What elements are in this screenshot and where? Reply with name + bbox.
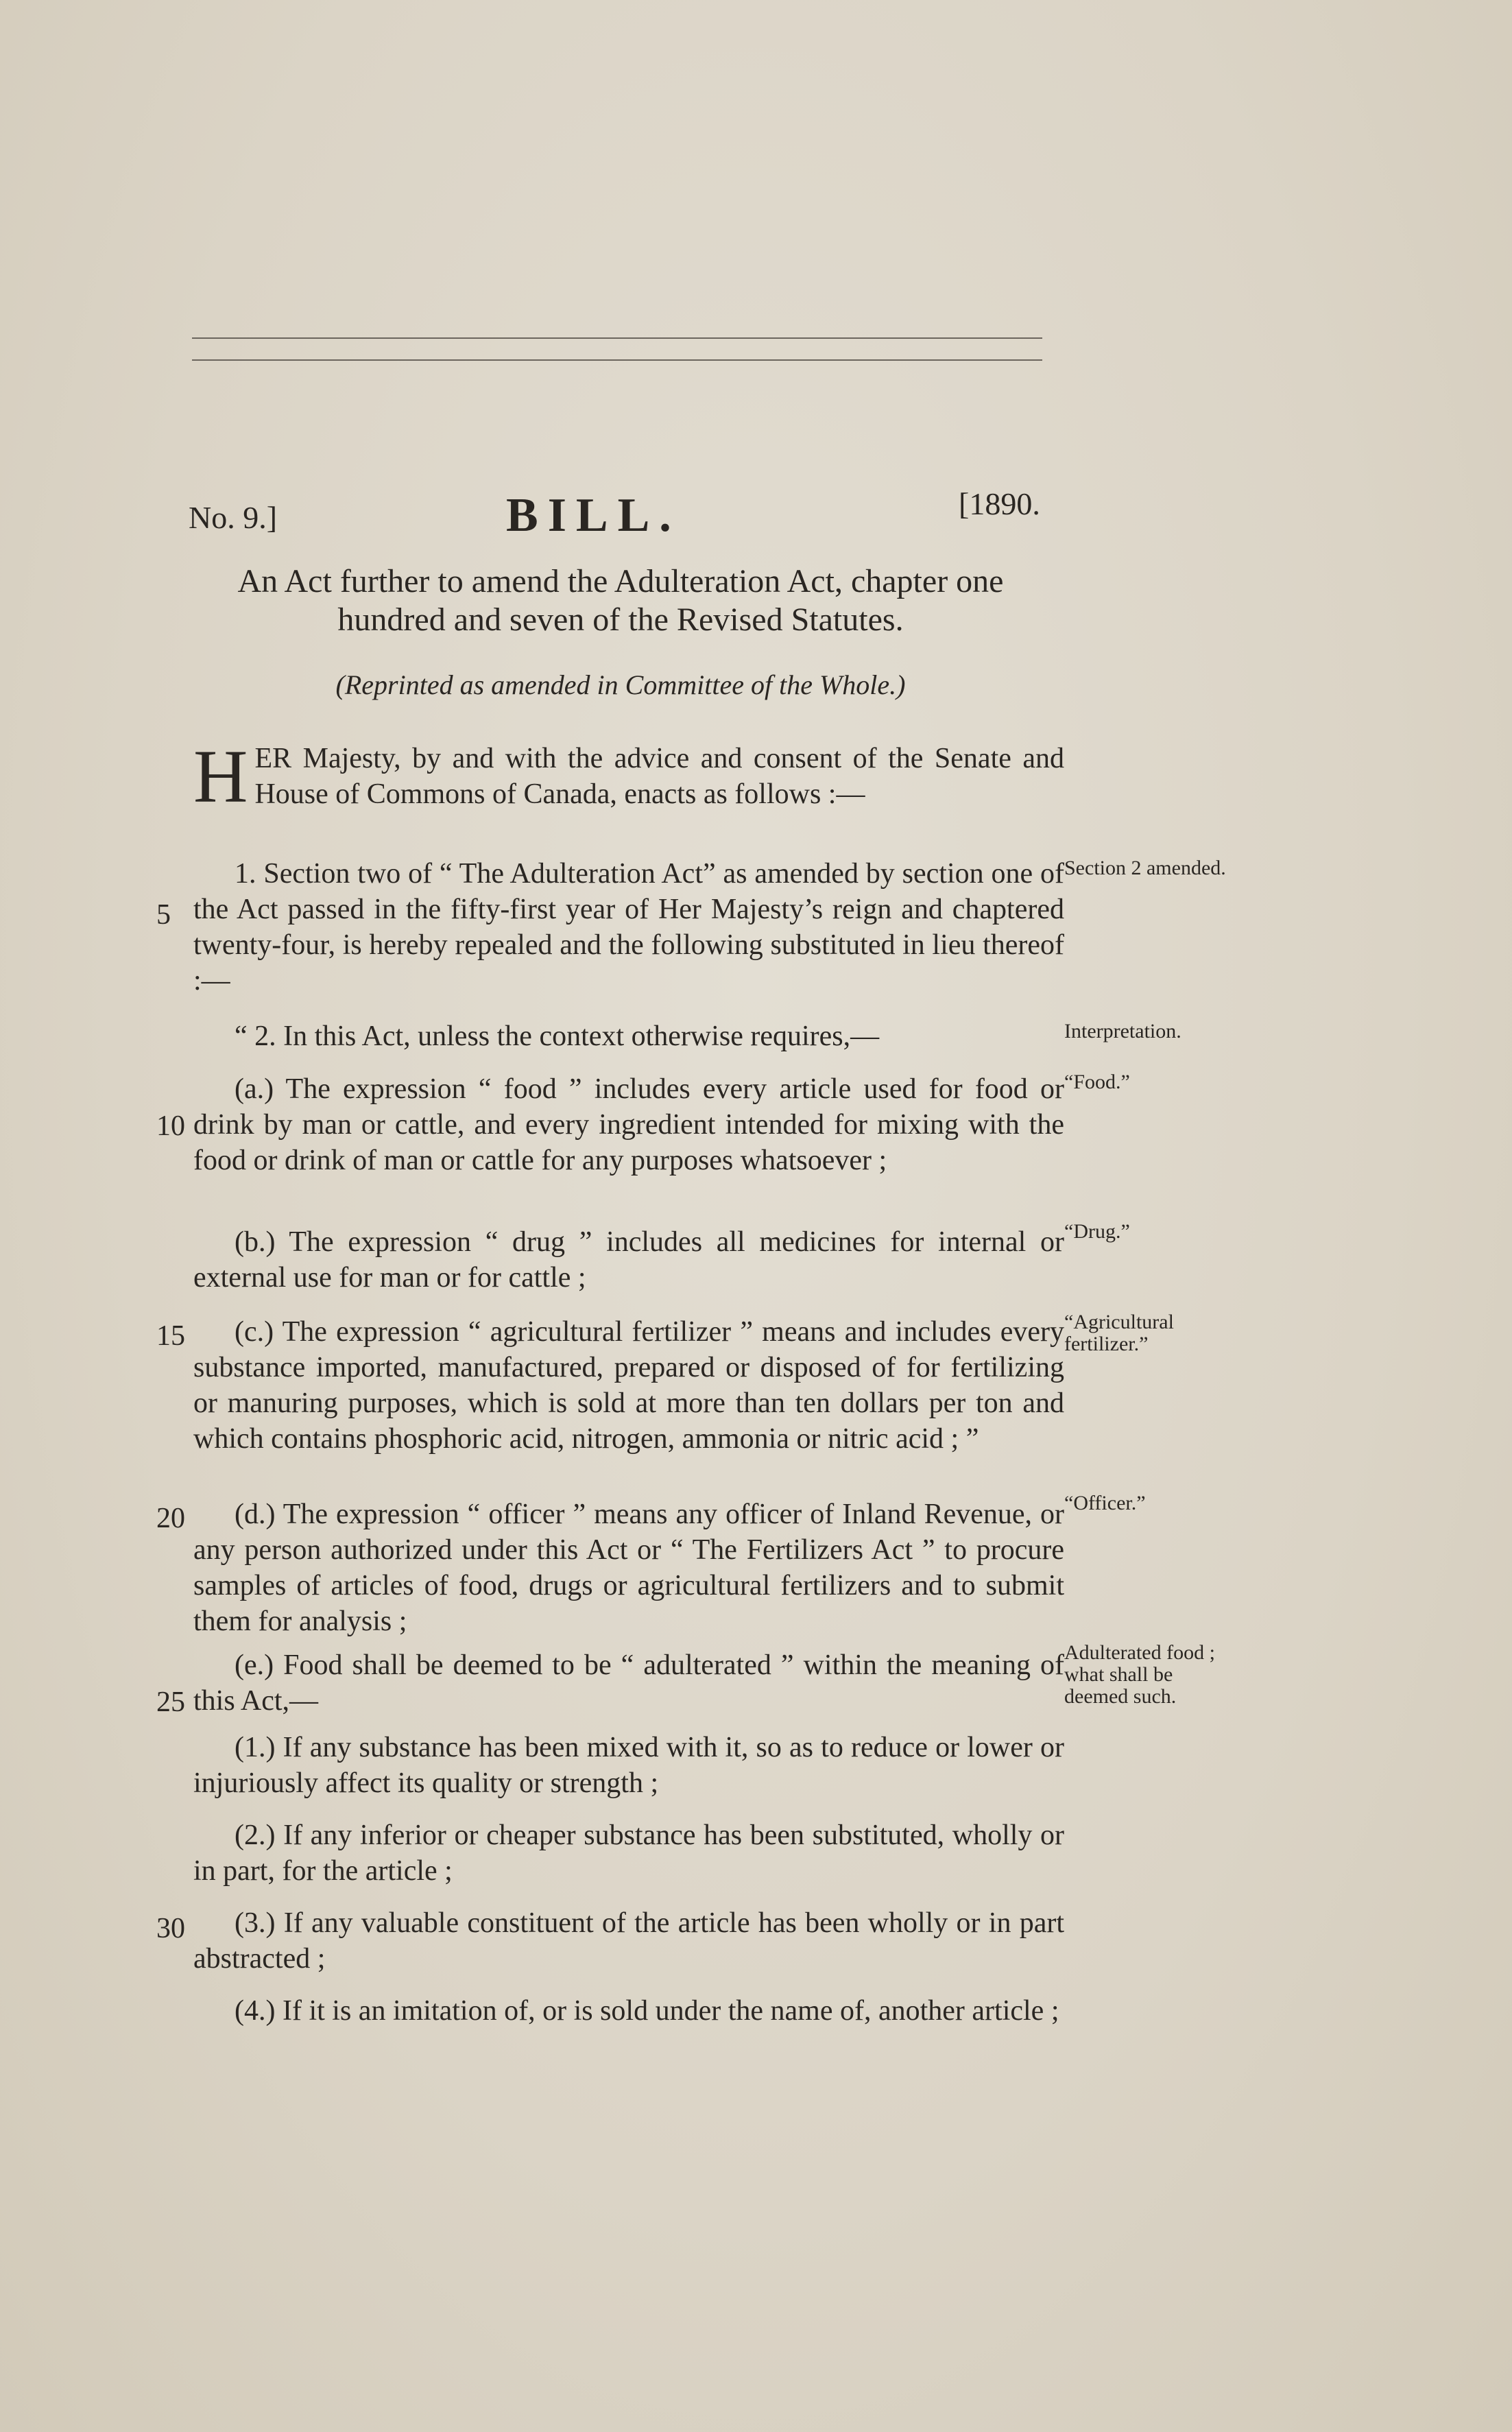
margin-note: “Drug.” xyxy=(1064,1220,1130,1243)
bill-number: No. 9.] xyxy=(189,500,278,535)
top-rule-second xyxy=(192,359,1042,361)
clause-c xyxy=(193,1314,1064,1473)
paragraph-e2: (2.) If any inferior or cheaper substance has been substituted, wholly or in part, for the article ; xyxy=(193,1820,1064,1887)
margin-note: Section 2 amended. xyxy=(1064,857,1226,879)
paragraph-c: (c.) The expression “ agricultural fertilizer ” means and includes every substance imported, manufactured, prepared or disposed of for fertilizing or manuring purposes, which is sold at more than ten dollars per ton and which contains phosphoric acid, nitrogen, ammonia or nitric acid ; ” xyxy=(193,1316,1064,1455)
paragraph-s1: 1. Section two of “ The Adulteration Act” as amended by section one of the Act passed in the fifty-first year of Her Majesty’s reign and chaptered twenty-four, is hereby repealed and the following substituted in lieu thereof :— xyxy=(193,858,1064,997)
margin-note: “Officer.” xyxy=(1064,1492,1146,1514)
line-number: 10 xyxy=(156,1110,185,1142)
paragraph-e1: (1.) If any substance has been mixed with it, so as to reduce or lower or injuriously affect its quality or strength ; xyxy=(193,1732,1064,1799)
paragraph-a: (a.) The expression “ food ” includes every article used for food or drink by man or cattle, and every ingredient intended for mixing with the food or drink of man or cattle for any purposes whatsoever ; xyxy=(193,1073,1064,1176)
bill-heading: BILL. xyxy=(506,489,681,542)
margin-note: “Food.” xyxy=(1064,1071,1130,1093)
line-number: 15 xyxy=(156,1320,185,1352)
reprint-note: (Reprinted as amended in Committee of the Whole.) xyxy=(335,669,906,700)
clause-a xyxy=(193,1071,1064,1195)
preamble xyxy=(193,735,1064,818)
paragraph-e4: (4.) If it is an imitation of, or is sold under the name of, another article ; xyxy=(235,1995,1059,2027)
preamble-text: ER Majesty, by and with the advice and consent of the Senate and House of Commons of Canada, enacts as follows :— xyxy=(254,743,1064,810)
line-number: 25 xyxy=(156,1686,185,1718)
line-number: 30 xyxy=(156,1913,185,1944)
margin-note: “Agricultural fertilizer.” xyxy=(1064,1311,1174,1355)
line-number: 5 xyxy=(156,899,171,931)
paragraph-b: (b.) The expression “ drug ” includes all medicines for internal or external use for man or for cattle ; xyxy=(193,1226,1064,1294)
paragraph-e3: (3.) If any valuable constituent of the article has been wholly or in part abstracted ; xyxy=(193,1907,1064,1975)
margin-note: Interpretation. xyxy=(1064,1020,1181,1042)
clause-e2 xyxy=(193,1817,1064,1905)
section-two xyxy=(193,1018,1064,1071)
margin-note: Adulterated food ; what shall be deemed such. xyxy=(1064,1641,1215,1708)
section-one xyxy=(193,856,1064,1015)
clause-e3 xyxy=(193,1905,1064,1993)
clause-e1 xyxy=(193,1730,1064,1817)
drop-cap: H xyxy=(193,735,248,818)
clause-e4 xyxy=(193,1993,1064,2045)
clause-e xyxy=(193,1647,1064,1735)
paragraph-e: (e.) Food shall be deemed to be “ adulterated ” within the meaning of this Act,— xyxy=(193,1649,1064,1717)
paragraph-s2: “ 2. In this Act, unless the context otherwise requires,— xyxy=(235,1021,880,1052)
bill-year: [1890. xyxy=(959,486,1040,521)
top-rule xyxy=(192,337,1042,339)
line-number: 20 xyxy=(156,1503,185,1534)
clause-d xyxy=(193,1497,1064,1656)
paragraph-d: (d.) The expression “ officer ” means any officer of Inland Revenue, or any person authorized under this Act or “ The Fertilizers Act ” to procure samples of articles of food, drugs or agricultural fertilizers and to submit them for analysis ; xyxy=(193,1499,1064,1637)
act-title: An Act further to amend the Adulteration Act, chapter one hundred and seven of the Revised Statutes. xyxy=(237,563,1004,638)
clause-b xyxy=(193,1224,1064,1312)
